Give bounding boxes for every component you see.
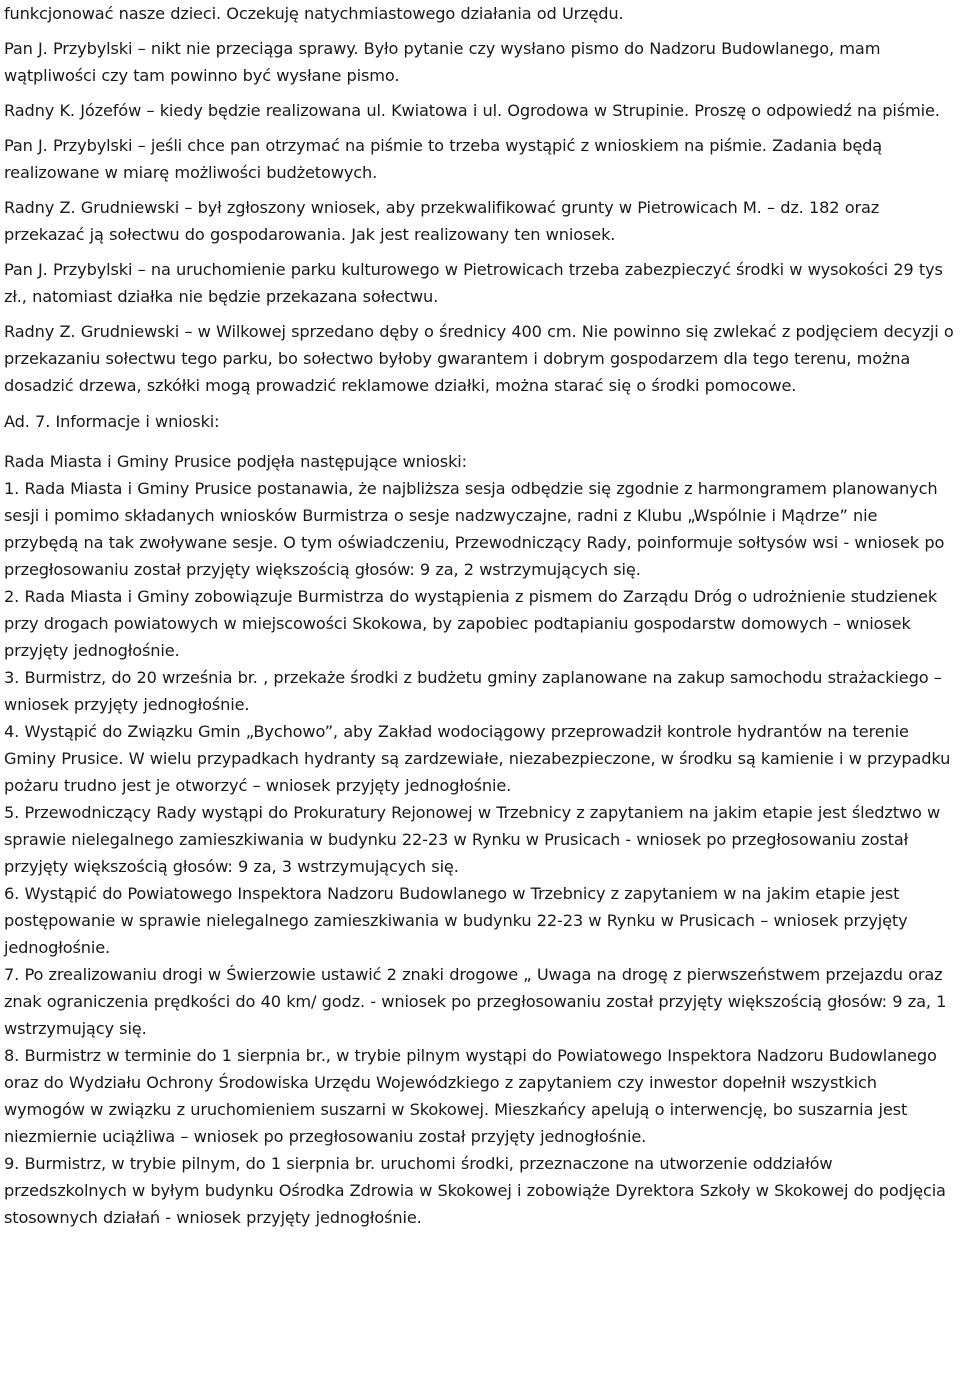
motion-item: 1. Rada Miasta i Gminy Prusice postanawia, że najbliższa sesja odbędzie się zgodnie z harmongramem planowanych sesji i pomimo składanych wniosków Burmistrza o sesje nadzwyczajne, radni z Klubu „Wspólnie i Mądrze” nie przybędą na tak zwoływane sesje. O tym oświadczeniu, Przewodniczący Rady, poinformuje sołtysów wsi - wniosek po przegłosowaniu został przyjęty większością głosów: 9 za, 2 wstrzymujących się. <box>4 479 945 579</box>
paragraph-przybylski-3: Pan J. Przybylski – na uruchomienie parku kulturowego w Pietrowicach trzeba zabezpieczyć środki w wysokości 29 tys zł., natomiast działka nie będzie przekazana sołectwu. <box>4 260 943 306</box>
document-page <box>4 0 956 1231</box>
motion-item: 9. Burmistrz, w trybie pilnym, do 1 sierpnia br. uruchomi środki, przeznaczone na utworzenie oddziałów przedszkolnych w byłym budynku Ośrodka Zdrowia w Skokowej i zobowiąże Dyrektora Szkoły w Skokowej do podjęcia stosownych działań - wniosek przyjęty jednogłośnie. <box>4 1154 946 1227</box>
section-heading: Ad. 7. Informacje i wnioski: <box>4 412 220 431</box>
motion-item: 2. Rada Miasta i Gminy zobowiązuje Burmistrza do wystąpienia z pismem do Zarządu Dróg o udrożnienie studzienek przy drogach powiatowych w miejscowości Skokowa, by zapobiec podtapianiu gospodarstw domowych – wniosek przyjęty jednogłośnie. <box>4 587 938 660</box>
paragraph-przybylski-1: Pan J. Przybylski – nikt nie przeciąga sprawy. Było pytanie czy wysłano pismo do Nadzoru Budowlanego, mam wątpliwości czy tam powinno być wysłane pismo. <box>4 39 881 85</box>
paragraph-jozefow: Radny K. Józefów – kiedy będzie realizowana ul. Kwiatowa i ul. Ogrodowa w Strupinie. Proszę o odpowiedź na piśmie. <box>4 101 940 120</box>
motion-item: 8. Burmistrz w terminie do 1 sierpnia br., w trybie pilnym wystąpi do Powiatowego Inspektora Nadzoru Budowlanego oraz do Wydziału Ochrony Środowiska Urzędu Wojewódzkiego z zapytaniem czy inwestor dopełnił wszystkich wymogów w związku z uruchomieniem suszarni w Skokowej. Mieszkańcy apelują o interwencję, bo suszarnia jest niezmiernie uciążliwa – wniosek po przegłosowaniu został przyjęty jednogłośnie. <box>4 1046 937 1146</box>
paragraph-grudniewski-1: Radny Z. Grudniewski – był zgłoszony wniosek, aby przekwalifikować grunty w Pietrowicach M. – dz. 182 oraz przekazać ją sołectwu do gospodarowania. Jak jest realizowany ten wniosek. <box>4 198 880 244</box>
motion-item: 4. Wystąpić do Związku Gmin „Bychowo”, aby Zakład wodociągowy przeprowadził kontrole hydrantów na terenie Gminy Prusice. W wielu przypadkach hydranty są zardzewiałe, niezabezpieczone, w środku są kamienie i w przypadku pożaru trudno jest je otworzyć – wniosek przyjęty jednogłośnie. <box>4 722 951 795</box>
paragraph-przybylski-2: Pan J. Przybylski – jeśli chce pan otrzymać na piśmie to trzeba wystąpić z wnioskiem na piśmie. Zadania będą realizowane w miarę możliwości budżetowych. <box>4 136 883 182</box>
motion-item: 6. Wystąpić do Powiatowego Inspektora Nadzoru Budowlanego w Trzebnicy z zapytaniem w na jakim etapie jest postępowanie w sprawie nielegalnego zamieszkiwania w budynku 22-23 w Rynku w Prusicach – wniosek przyjęty jednogłośnie. <box>4 884 908 957</box>
motion-item: 5. Przewodniczący Rady wystąpi do Prokuratury Rejonowej w Trzebnicy z zapytaniem na jakim etapie jest śledztwo w sprawie nielegalnego zamieszkiwania w budynku 22-23 w Rynku w Prusicach - wniosek po przegłosowaniu został przyjęty większością głosów: 9 za, 3 wstrzymujących się. <box>4 803 941 876</box>
motion-item: 7. Po zrealizowaniu drogi w Świerzowie ustawić 2 znaki drogowe „ Uwaga na drogę z pierwszeństwem przejazdu oraz znak ograniczenia prędkości do 40 km/ godz. - wniosek po przegłosowaniu został przyjęty większością głosów: 9 za, 1 wstrzymujący się. <box>4 965 947 1038</box>
paragraph-grudniewski-2: Radny Z. Grudniewski – w Wilkowej sprzedano dęby o średnicy 400 cm. Nie powinno się zwlekać z podjęciem decyzji o przekazaniu sołectwu tego parku, bo sołectwo byłoby gwarantem i dobrym gospodarzem dla tego terenu, można dosadzić drzewa, szkółki mogą prowadzić reklamowe działki, można starać się o środki pomocowe. <box>4 322 954 395</box>
motion-item: 3. Burmistrz, do 20 września br. , przekaże środki z budżetu gminy zaplanowane na zakup samochodu strażackiego – wniosek przyjęty jednogłośnie. <box>4 668 942 714</box>
motions-intro: Rada Miasta i Gminy Prusice podjęła następujące wnioski: <box>4 452 467 471</box>
paragraph-continuation: funkcjonować nasze dzieci. Oczekuję natychmiastowego działania od Urzędu. <box>4 4 624 23</box>
